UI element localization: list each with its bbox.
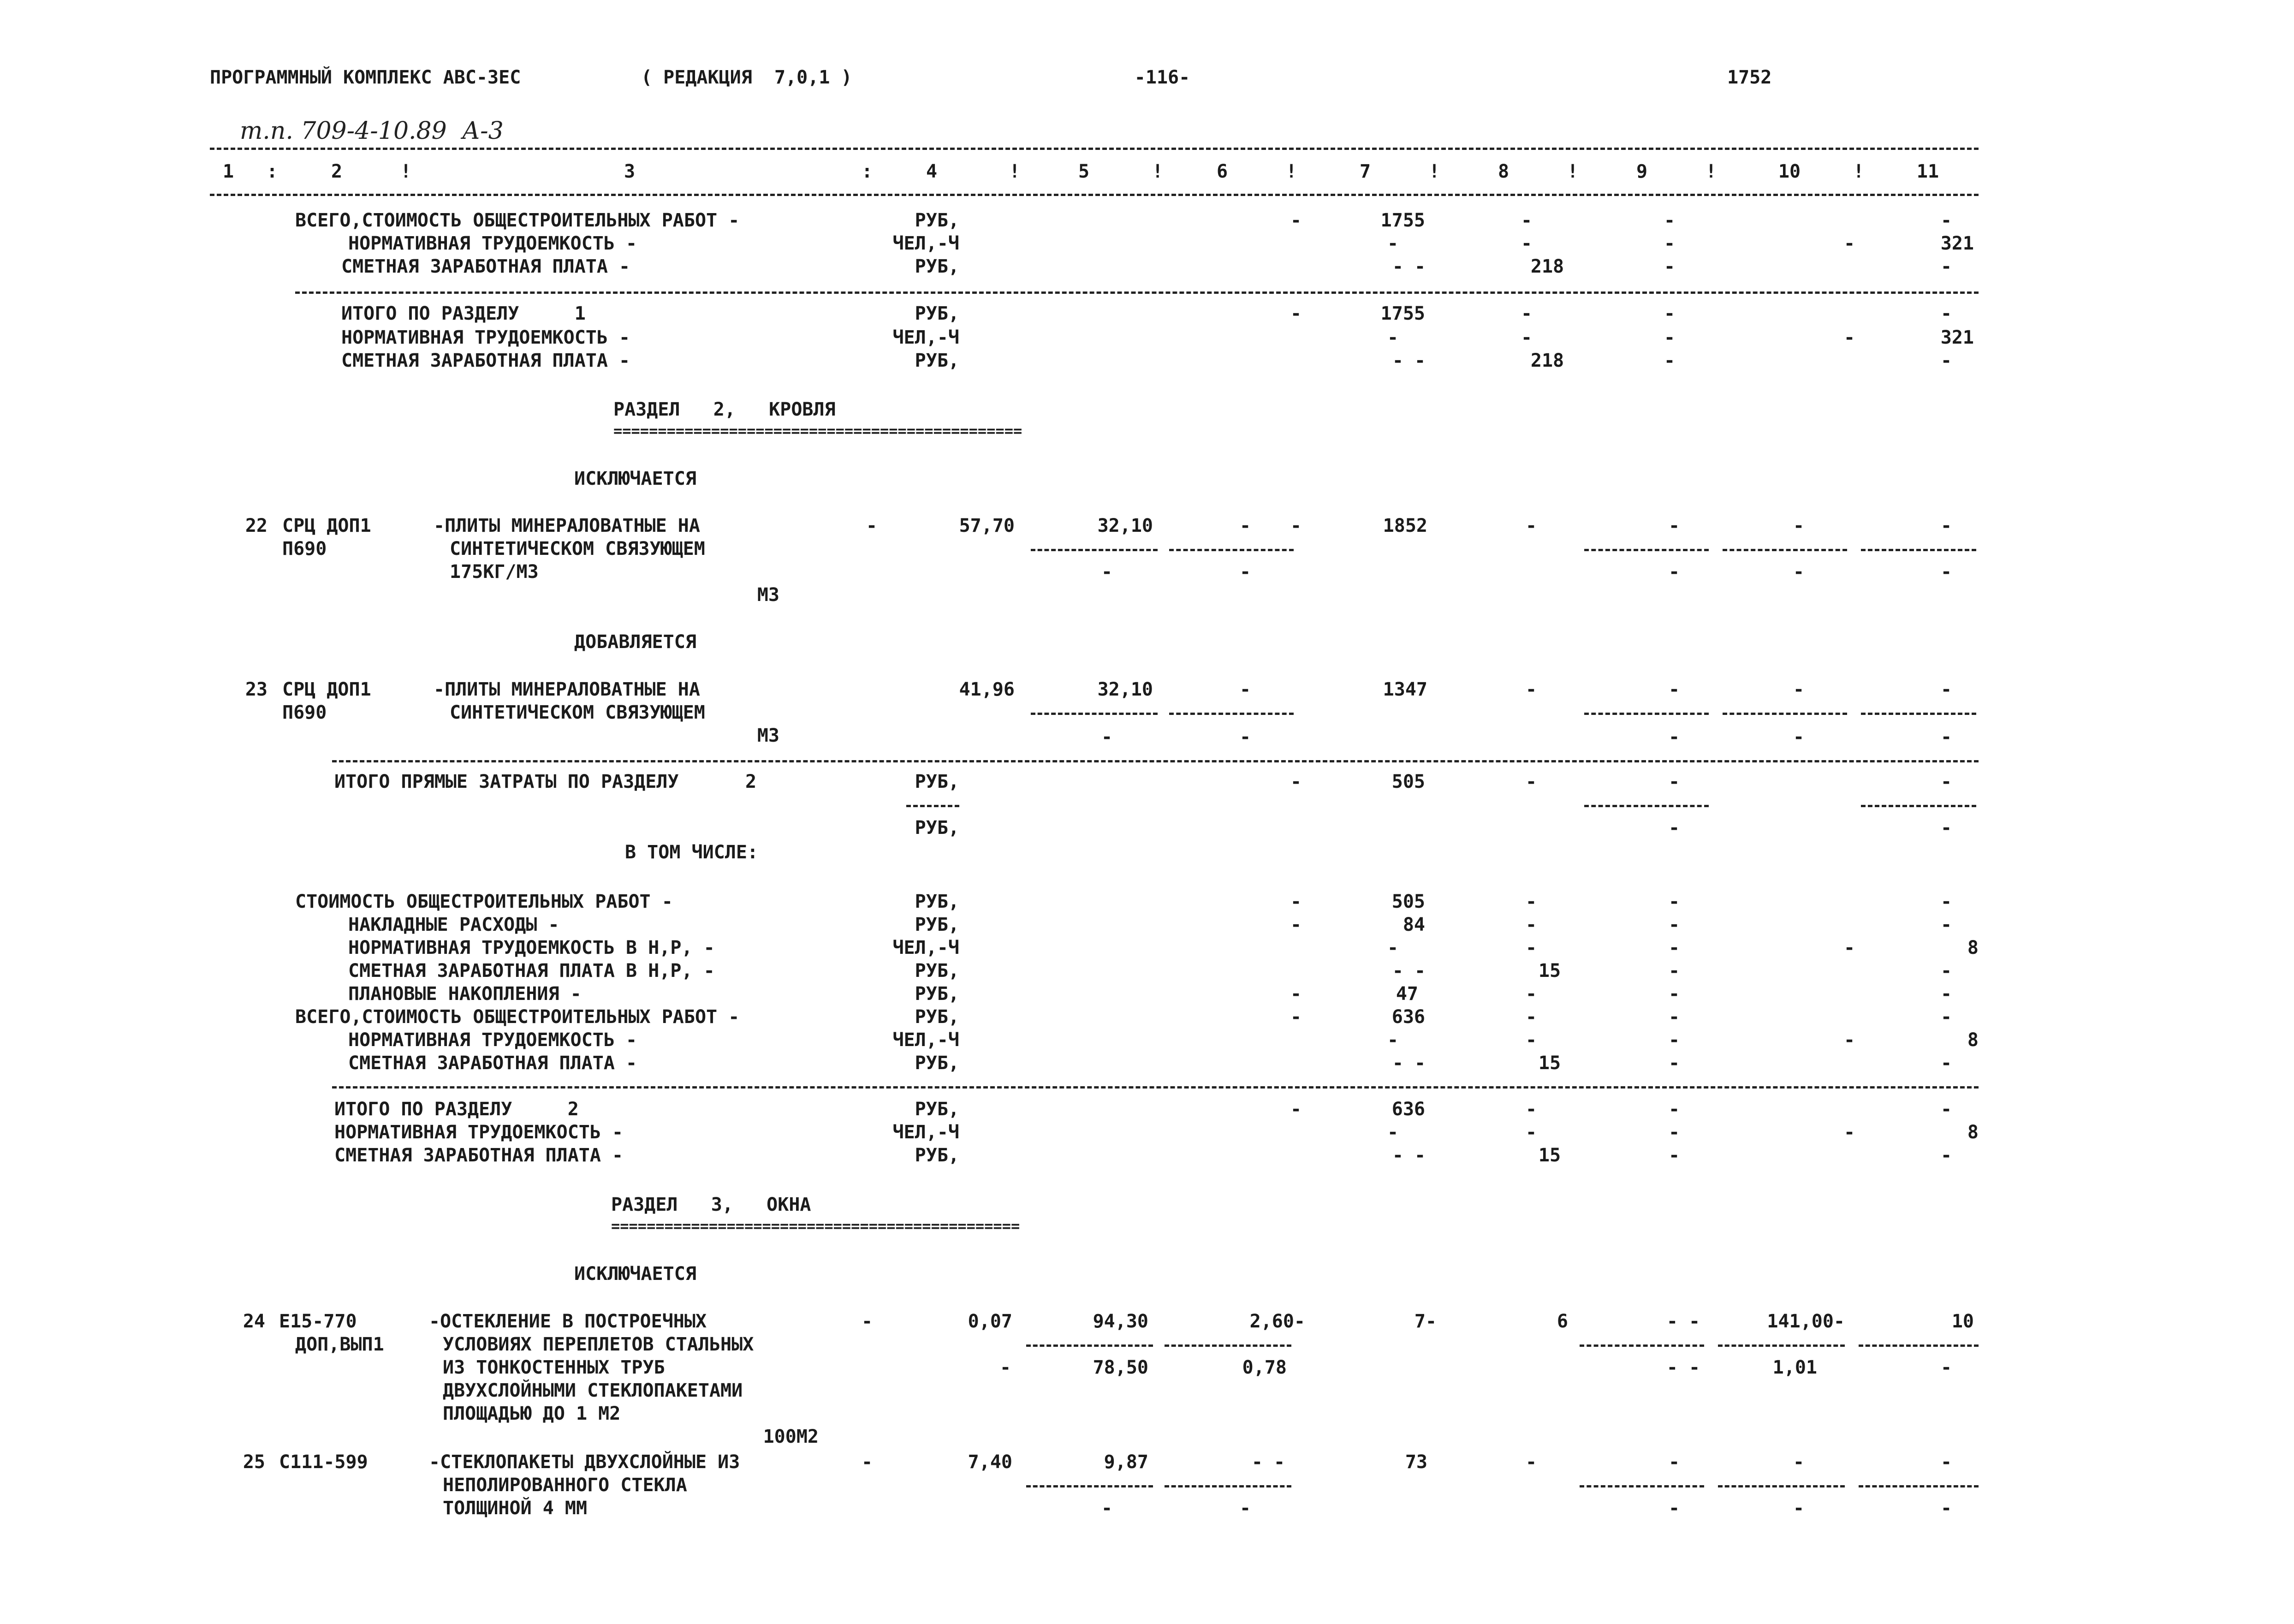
item-desc-3: ИЗ ТОНКОСТЕННЫХ ТРУБ — [443, 1357, 665, 1378]
cell-7: - - — [1392, 256, 1426, 277]
sub-cell-10: - — [1793, 1498, 1805, 1519]
cell-11: - — [1940, 303, 1952, 324]
cell-6: - — [1290, 1006, 1302, 1028]
row-label: СМЕТНАЯ ЗАРАБОТНАЯ ПЛАТА - — [341, 350, 630, 371]
underline-5 — [1031, 713, 1158, 715]
item-number: 22 — [245, 515, 267, 536]
cell-8: 15 — [1538, 1053, 1561, 1074]
sub-cell-10: - — [1793, 726, 1805, 748]
cell-4: - — [861, 1311, 873, 1332]
table-header-rule — [210, 194, 1979, 196]
program-title: ПРОГРАММНЫЙ КОМПЛЕКС АВС-3ЕС — [210, 67, 521, 88]
sub-cell-6: 78,50 — [1093, 1357, 1148, 1378]
cell-8: - — [1525, 515, 1537, 536]
underline-6 — [1165, 1344, 1291, 1347]
col-header-8: 8 — [1498, 161, 1510, 182]
cell-9: - — [1668, 891, 1680, 912]
cell-6: 94,30 — [1093, 1311, 1148, 1332]
section2-sum-rule — [332, 1086, 1979, 1089]
sub-cell-9: - — [1668, 726, 1680, 748]
cell-7: - - — [1392, 350, 1426, 371]
col-sep-1: : — [266, 161, 278, 182]
row-label: ВСЕГО,СТОИМОСТЬ ОБЩЕСТРОИТЕЛЬНЫХ РАБОТ - — [295, 210, 740, 231]
row-unit: РУБ, — [915, 914, 959, 935]
including-label: В ТОМ ЧИСЛЕ: — [625, 842, 758, 863]
cell-7: - — [1387, 1029, 1399, 1051]
underline-11 — [1859, 1485, 1979, 1487]
cell-11: - — [1940, 210, 1952, 231]
sub-cell-10: - — [1793, 561, 1805, 583]
col-header-9: 9 — [1636, 161, 1648, 182]
cell-7: - — [1387, 1122, 1399, 1143]
item-desc-5: ПЛОЩАДЬЮ ДО 1 М2 — [443, 1403, 621, 1424]
row-label: СМЕТНАЯ ЗАРАБОТНАЯ ПЛАТА - — [348, 1053, 637, 1074]
cell-6: - — [1290, 983, 1302, 1005]
col-header-11: 11 — [1916, 161, 1939, 182]
col-sep-8: ! — [1567, 161, 1579, 182]
cell-10: - — [1843, 1122, 1855, 1143]
cell-11: - — [1793, 1451, 1805, 1473]
sub-cell-11: - — [1940, 1498, 1952, 1519]
cell-11: 321 — [1940, 327, 1974, 348]
cell-7: - — [1387, 937, 1399, 958]
underline-10 — [1723, 713, 1847, 715]
cell-9: - — [1664, 303, 1676, 324]
cell-6: - — [1290, 914, 1302, 935]
cell-11: 8 — [1967, 937, 1979, 958]
underline-9 — [1584, 713, 1709, 715]
cell-9: - — [1664, 233, 1676, 254]
underline-6 — [1169, 713, 1294, 715]
row-label: НОРМАТИВНАЯ ТРУДОЕМКОСТЬ В Н,Р, - — [348, 937, 715, 958]
cell-7: 47 — [1396, 983, 1418, 1005]
sub-cell-6: - — [1239, 726, 1251, 748]
col-sep-3: : — [861, 161, 873, 182]
cell-11: - — [1940, 350, 1952, 371]
cell-7: 636 — [1391, 1099, 1425, 1120]
underline-6 — [1169, 549, 1294, 551]
sub-cell-11: - — [1940, 817, 1952, 839]
underline-11 — [1859, 1344, 1979, 1347]
cell-9: - — [1664, 327, 1676, 348]
item-number: 24 — [243, 1311, 265, 1332]
item-desc-1: -СТЕКЛОПАКЕТЫ ДВУХСЛОЙНЫЕ ИЗ — [429, 1451, 740, 1473]
sub-cell-11: 1,01 — [1772, 1357, 1817, 1378]
row-unit: РУБ, — [915, 1099, 959, 1120]
cell-9: - — [1668, 1145, 1680, 1166]
cell-6: 32,10 — [1097, 679, 1153, 700]
item-number: 25 — [243, 1451, 265, 1473]
cell-6: - — [1290, 891, 1302, 912]
row-label: НАКЛАДНЫЕ РАСХОДЫ - — [348, 914, 559, 935]
row-unit: РУБ, — [915, 1145, 959, 1166]
row-label: ПЛАНОВЫЕ НАКОПЛЕНИЯ - — [348, 983, 582, 1005]
sub-cell-4: - — [999, 1357, 1011, 1378]
cell-9: - — [1668, 914, 1680, 935]
cell-8: - — [1525, 1029, 1537, 1051]
section2-excluded: ИСКЛЮЧАЕТСЯ — [574, 468, 696, 489]
cell-11: 8 — [1967, 1029, 1979, 1051]
row-unit-2: РУБ, — [915, 817, 959, 839]
row-unit: ЧЕЛ,-Ч — [892, 233, 959, 254]
cell-12: 10 — [1951, 1311, 1974, 1332]
row-label: НОРМАТИВНАЯ ТРУДОЕМКОСТЬ - — [334, 1122, 624, 1143]
edition-label: ( РЕДАКЦИЯ 7,0,1 ) — [641, 67, 852, 88]
cell-7: - — [1387, 233, 1399, 254]
section2-added: ДОБАВЛЯЕТСЯ — [574, 631, 696, 653]
underline-9 — [1584, 549, 1709, 551]
cell-5: 7,40 — [968, 1451, 1012, 1473]
row-unit: РУБ, — [915, 303, 959, 324]
cell-8: - — [1525, 914, 1537, 935]
row-unit: РУБ, — [915, 1053, 959, 1074]
item-desc-4: ДВУХСЛОЙНЫМИ СТЕКЛОПАКЕТАМИ — [443, 1380, 743, 1401]
cell-7: 505 — [1391, 891, 1425, 912]
cell-11: 8 — [1967, 1122, 1979, 1143]
row-label: НОРМАТИВНАЯ ТРУДОЕМКОСТЬ - — [348, 233, 637, 254]
sub-cell-9: - — [1668, 817, 1680, 839]
cell-8: - — [1521, 303, 1533, 324]
row-label: НОРМАТИВНАЯ ТРУДОЕМКОСТЬ - — [348, 1029, 637, 1051]
item-desc-1: -ПЛИТЫ МИНЕРАЛОВАТНЫЕ НА — [434, 515, 700, 536]
underline-10 — [1723, 549, 1847, 551]
sub-cell-5: - — [1101, 726, 1113, 748]
sub-cell-5: - — [1101, 1498, 1113, 1519]
sub-cell-11: - — [1940, 561, 1952, 583]
cell-6: - — [1290, 771, 1302, 792]
row-unit: РУБ, — [915, 983, 959, 1005]
section1-sum-rule — [295, 291, 1979, 294]
row-unit: ЧЕЛ,-Ч — [892, 327, 959, 348]
cell-7: 1755 — [1380, 303, 1425, 324]
cell-10: - — [1843, 1029, 1855, 1051]
sub-cell-5: - — [1101, 561, 1113, 583]
item-desc-3: ТОЛЩИНОЙ 4 ММ — [443, 1498, 588, 1519]
row-label: ВСЕГО,СТОИМОСТЬ ОБЩЕСТРОИТЕЛЬНЫХ РАБОТ - — [295, 1006, 740, 1028]
cell-8: 73 — [1405, 1451, 1427, 1473]
cell-5: 57,70 — [959, 515, 1015, 536]
item-desc-1: -ОСТЕКЛЕНИЕ В ПОСТРОЕЧНЫХ — [429, 1311, 707, 1332]
cell-8: - — [1525, 1006, 1537, 1028]
row-label: СМЕТНАЯ ЗАРАБОТНАЯ ПЛАТА В Н,Р, - — [348, 960, 715, 982]
underline-5 — [1031, 549, 1158, 551]
cell-8: - — [1525, 771, 1537, 792]
cell-6: - — [1290, 303, 1302, 324]
underline-5 — [1026, 1344, 1153, 1347]
row-unit: ЧЕЛ,-Ч — [892, 937, 959, 958]
cell-7: - - — [1392, 1145, 1426, 1166]
cell-9: - — [1664, 210, 1676, 231]
cell-7: - - — [1392, 960, 1426, 982]
item-code: С111-599 — [279, 1451, 368, 1473]
cell-10: - - — [1666, 1311, 1700, 1332]
section3-underline: ============================================== — [611, 1217, 1020, 1235]
sub-cell-9: - — [1668, 561, 1680, 583]
row-unit: РУБ, — [915, 891, 959, 912]
cell-9: - — [1668, 515, 1680, 536]
row-label: СМЕТНАЯ ЗАРАБОТНАЯ ПЛАТА - — [341, 256, 630, 277]
cell-9: - — [1668, 983, 1680, 1005]
cell-11: - — [1940, 914, 1952, 935]
col-header-3: 3 — [624, 161, 636, 182]
sub-cell-10: - - — [1666, 1357, 1700, 1378]
cell-10: - — [1793, 679, 1805, 700]
handwritten-reference: т.п. 709-4-10.89 А-3 — [240, 117, 504, 145]
sub-cell-12: - — [1940, 1357, 1952, 1378]
col-header-10: 10 — [1778, 161, 1801, 182]
row-label: СМЕТНАЯ ЗАРАБОТНАЯ ПЛАТА - — [334, 1145, 624, 1166]
col-header-1: 1 — [222, 161, 234, 182]
underline-9 — [1580, 1485, 1704, 1487]
cell-8: - — [1525, 1122, 1537, 1143]
cell-11: - — [1940, 771, 1952, 792]
item-number: 23 — [245, 679, 267, 700]
cell-11: - — [1940, 1053, 1952, 1074]
cell-6: 32,10 — [1097, 515, 1153, 536]
col-header-6: 6 — [1216, 161, 1228, 182]
col-header-4: 4 — [926, 161, 938, 182]
cell-6: - — [1290, 1099, 1302, 1120]
section2-title: РАЗДЕЛ 2, КРОВЛЯ — [613, 399, 836, 420]
cell-4: - — [861, 1451, 873, 1473]
cell-7: 1755 — [1380, 210, 1425, 231]
col-sep-10: ! — [1853, 161, 1865, 182]
underline-11 — [1861, 549, 1976, 551]
item-code: СРЦ ДОП1 — [282, 515, 371, 536]
underline-5 — [1026, 1485, 1153, 1487]
cell-9: - — [1668, 1053, 1680, 1074]
underline-6 — [1165, 1485, 1291, 1487]
cell-12: - — [1940, 1451, 1952, 1473]
cell-9: - — [1668, 937, 1680, 958]
cell-10: - — [1793, 515, 1805, 536]
row-label: ИТОГО ПО РАЗДЕЛУ 2 — [334, 1099, 579, 1120]
cell-7: 636 — [1391, 1006, 1425, 1028]
col-sep-2: ! — [400, 161, 412, 182]
cell-7: - - — [1392, 1053, 1426, 1074]
cell-9: - — [1525, 1451, 1537, 1473]
cell-6b: - — [1239, 679, 1251, 700]
cell-9: - — [1664, 256, 1676, 277]
row-unit: РУБ, — [915, 1006, 959, 1028]
cell-7: 1347 — [1383, 679, 1427, 700]
cell-8: - — [1525, 891, 1537, 912]
cell-9: - — [1668, 1099, 1680, 1120]
row-unit: ЧЕЛ,-Ч — [892, 1122, 959, 1143]
sub-cell-6: - — [1239, 1498, 1251, 1519]
sub-cell-9: - — [1668, 1498, 1680, 1519]
section3-title: РАЗДЕЛ 3, ОКНА — [611, 1194, 811, 1215]
cell-6b: - — [1239, 515, 1251, 536]
col-sep-9: ! — [1705, 161, 1717, 182]
cell-11: - — [1940, 679, 1952, 700]
cell-8: 7- — [1414, 1311, 1437, 1332]
cell-11: - — [1940, 1145, 1952, 1166]
cell-8: - — [1525, 983, 1537, 1005]
underline-10 — [1718, 1344, 1845, 1347]
cell-8: - — [1521, 327, 1533, 348]
underline-9 — [1584, 805, 1709, 807]
item-desc-2: СИНТЕТИЧЕСКОМ СВЯЗУЮЩЕМ — [450, 538, 705, 559]
table-top-rule — [210, 148, 1979, 150]
cell-10: - — [1668, 1451, 1680, 1473]
cell-11: - — [1940, 960, 1952, 982]
item-code-2: ДОП,ВЫП1 — [295, 1334, 384, 1355]
cell-10: - — [1843, 937, 1855, 958]
underline-9 — [1580, 1344, 1704, 1347]
sub-cell-7: 0,78 — [1242, 1357, 1287, 1378]
cell-9: - — [1668, 679, 1680, 700]
cell-8: - — [1525, 679, 1537, 700]
cell-8: 15 — [1538, 1145, 1561, 1166]
col-sep-6: ! — [1285, 161, 1297, 182]
cell-9: - — [1668, 1006, 1680, 1028]
col-sep-7: ! — [1428, 161, 1440, 182]
cell-10: - — [1843, 233, 1855, 254]
cell-11: - — [1940, 891, 1952, 912]
cell-8: 15 — [1538, 960, 1561, 982]
cell-8: - — [1521, 233, 1533, 254]
cell-9: - — [1668, 1029, 1680, 1051]
row-label: НОРМАТИВНАЯ ТРУДОЕМКОСТЬ - — [341, 327, 630, 348]
section3-excluded: ИСКЛЮЧАЕТСЯ — [574, 1263, 696, 1285]
cell-9: - — [1668, 1122, 1680, 1143]
underline-10 — [1718, 1485, 1845, 1487]
cell-11: - — [1940, 256, 1952, 277]
row-label: СТОИМОСТЬ ОБЩЕСТРОИТЕЛЬНЫХ РАБОТ - — [295, 891, 673, 912]
page-number: -116- — [1134, 67, 1190, 88]
cell-7: 84 — [1403, 914, 1425, 935]
row-unit: ЧЕЛ,-Ч — [892, 1029, 959, 1051]
cell-8: - — [1525, 937, 1537, 958]
cell-8: - — [1521, 210, 1533, 231]
section2-underline: ============================================== — [613, 422, 1022, 440]
cell-6: - — [1290, 210, 1302, 231]
section2-direct-rule — [332, 760, 1979, 762]
col-header-7: 7 — [1359, 161, 1371, 182]
cell-9: - — [1668, 960, 1680, 982]
cell-5: 41,96 — [959, 679, 1015, 700]
item-desc-2: НЕПОЛИРОВАННОГО СТЕКЛА — [443, 1475, 687, 1496]
item-unit: М3 — [757, 584, 779, 606]
item-code: СРЦ ДОП1 — [282, 679, 371, 700]
row-unit: РУБ, — [915, 960, 959, 982]
row-unit: РУБ, — [915, 350, 959, 371]
row-label: ИТОГО ПРЯМЫЕ ЗАТРАТЫ ПО РАЗДЕЛУ 2 — [334, 771, 757, 792]
item-code-2: П690 — [282, 702, 327, 723]
row-label: ИТОГО ПО РАЗДЕЛУ 1 — [341, 303, 586, 324]
row-unit: РУБ, — [915, 256, 959, 277]
cell-8: 218 — [1530, 256, 1564, 277]
cell-9: 6 — [1557, 1311, 1568, 1332]
col-sep-4: ! — [1009, 161, 1021, 182]
cell-7: 1852 — [1383, 515, 1427, 536]
item-unit: М3 — [757, 725, 779, 746]
cell-9: - — [1668, 771, 1680, 792]
item-desc-2: СИНТЕТИЧЕСКОМ СВЯЗУЮЩЕМ — [450, 702, 705, 723]
cell-7: 505 — [1391, 771, 1425, 792]
cell-5: 0,07 — [968, 1311, 1012, 1332]
underline-11 — [1861, 805, 1976, 807]
row-unit: РУБ, — [915, 771, 959, 792]
item-unit: 100М2 — [763, 1426, 819, 1447]
cell-7: - — [1387, 327, 1399, 348]
underline-11 — [1861, 713, 1976, 715]
row-unit: РУБ, — [915, 210, 959, 231]
cell-11: - — [1940, 1006, 1952, 1028]
cell-4: - — [866, 515, 878, 536]
item-desc-3: 175КГ/М3 — [450, 561, 539, 583]
unit-underline — [906, 805, 959, 807]
col-header-2: 2 — [331, 161, 343, 182]
cell-8: 218 — [1530, 350, 1564, 371]
cell-10: - — [1843, 327, 1855, 348]
cell-7: - - — [1251, 1451, 1285, 1473]
cell-8: - — [1525, 1099, 1537, 1120]
cell-11: - — [1940, 515, 1952, 536]
col-sep-5: ! — [1152, 161, 1164, 182]
cell-11: - — [1940, 983, 1952, 1005]
sub-cell-11: - — [1940, 726, 1952, 748]
item-code-2: П690 — [282, 538, 327, 559]
sub-cell-6: - — [1239, 561, 1251, 583]
document-code: 1752 — [1727, 67, 1772, 88]
cell-6: 9,87 — [1104, 1451, 1148, 1473]
cell-11: 141,00- — [1767, 1311, 1845, 1332]
cell-9: - — [1664, 350, 1676, 371]
item-desc-1: -ПЛИТЫ МИНЕРАЛОВАТНЫЕ НА — [434, 679, 700, 700]
item-desc-2: УСЛОВИЯХ ПЕРЕПЛЕТОВ СТАЛЬНЫХ — [443, 1334, 754, 1355]
col-header-5: 5 — [1078, 161, 1090, 182]
cell-6c: - — [1290, 515, 1302, 536]
cell-7: 2,60- — [1249, 1311, 1305, 1332]
cell-11: - — [1940, 1099, 1952, 1120]
cell-11: 321 — [1940, 233, 1974, 254]
item-code: Е15-770 — [279, 1311, 357, 1332]
